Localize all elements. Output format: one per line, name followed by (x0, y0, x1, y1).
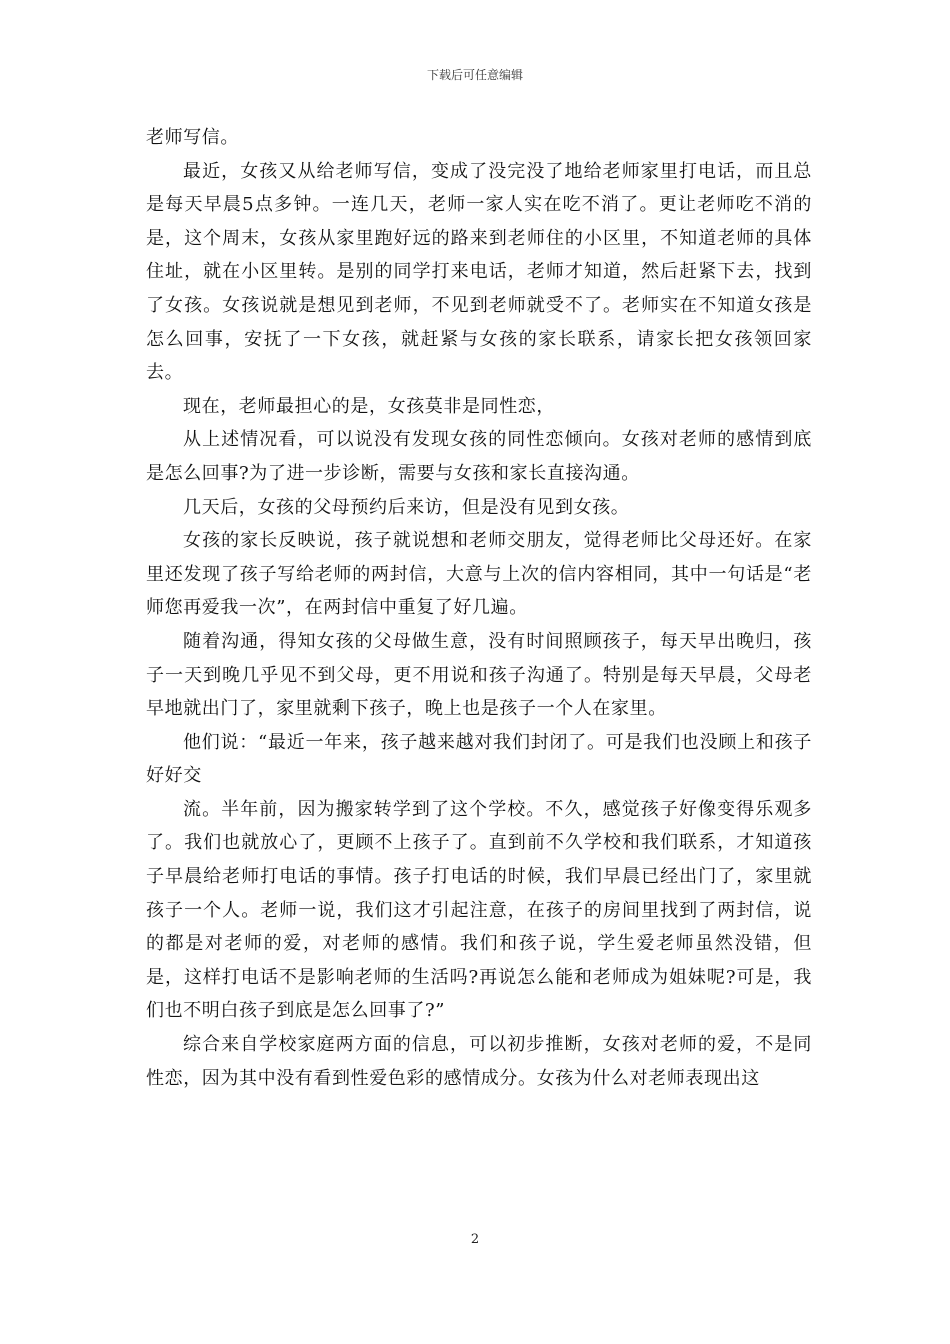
paragraph-5: 几天后，女孩的父母预约后来访，但是没有见到女孩。 (183, 496, 630, 518)
document-body (146, 121, 812, 1095)
paragraph-4: 从上述情况看，可以说没有发现女孩的同性恋倾向。女孩对老师的感情到底是怎么回事?为了进一步诊断，需要与女孩和家长直接沟通。 (146, 429, 812, 484)
paragraph-6: 女孩的家长反映说，孩子就说想和老师交朋友，觉得老师比父母还好。在家里还发现了孩子写给老师的两封信，大意与上次的信内容相同，其中一句话是“老师您再爱我一次”，在两封信中重复了好几遍。 (146, 530, 812, 619)
paragraph-3: 现在，老师最担心的是，女孩莫非是同性恋， (183, 395, 555, 417)
paragraph-7: 随着沟通，得知女孩的父母做生意，没有时间照顾孩子，每天早出晚归，孩子一天到晚几乎见不到父母，更不用说和孩子沟通了。特别是每天早晨，父母老早地就出门了，家里就剩下孩子，晚上也是孩子一个人在家里。 (146, 630, 812, 720)
paragraph-10: 综合来自学校家庭两方面的信息，可以初步推断，女孩对老师的爱，不是同性恋，因为其中没有看到性爱色彩的感情成分。女孩为什么对老师表现出这 (146, 1034, 812, 1089)
paragraph-1: 老师写信。 (146, 127, 239, 148)
page-number: 2 (470, 1232, 480, 1247)
page-header: 下载后可任意编辑 (426, 68, 523, 82)
paragraph-9: 流。半年前，因为搬家转学到了这个学校。不久，感觉孩子好像变得乐观多了。我们也就放心了，更顾不上孩子了。直到前不久学校和我们联系，才知道孩子早晨给老师打电话的事情。孩子打电话的时候，我们早晨已经出门了，家里就孩子一个人。老师一说，我们这才引起注意，在孩子的房间里找到了两封信，说的都是对老师的爱，对老师的感情。我们和孩子说，学生爱老师虽然没错，但是，这样打电话不是影响老师的生活吗?再说怎么能和老师成为姐妹呢?可是，我们也不明白孩子到底是怎么回事了?” (146, 798, 812, 1022)
paragraph-8: 他们说：“最近一年来，孩子越来越对我们封闭了。可是我们也没顾上和孩子好好交 (146, 731, 812, 787)
paragraph-2: 最近，女孩又从给老师写信，变成了没完没了地给老师家里打电话，而且总是每天早晨5点多钟。一连几天，老师一家人实在吃不消了。更让老师吃不消的是，这个周末，女孩从家里跑好远的路来到老师住的小区里，不知道老师的具体住址，就在小区里转。是别的同学打来电话，老师才知道，然后赶紧下去，找到了女孩。女孩说就是想见到老师，不见到老师就受不了。老师实在不知道女孩是怎么回事，安抚了一下女孩，就赶紧与女孩的家长联系，请家长把女孩领回家去。 (146, 160, 812, 384)
